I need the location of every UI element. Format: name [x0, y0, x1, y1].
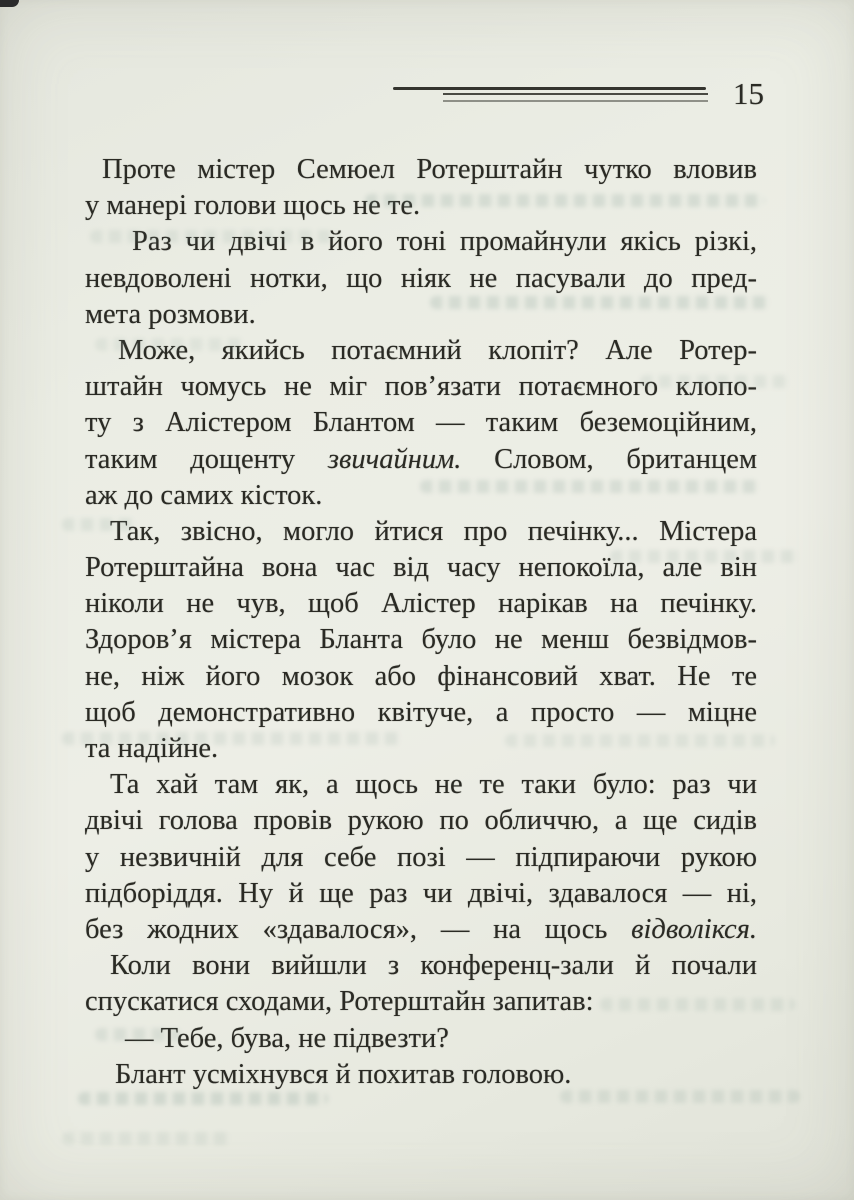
scan-edge-artifact: [0, 0, 19, 7]
bleed-through-artifact: [365, 194, 765, 207]
bleed-through-artifact: [62, 732, 402, 745]
text-line: невдоволені нотки, що ніяк не пасували до пред-: [85, 262, 757, 294]
bleed-through-artifact: [430, 296, 770, 309]
header-rule: [393, 87, 706, 90]
bleed-through-artifact: [62, 518, 137, 531]
page-number: 15: [733, 76, 764, 111]
bleed-through-artifact: [95, 1028, 180, 1041]
text-line: Так, звісно, могло йтися про печінку... Містера: [110, 515, 757, 547]
text-line: Проте містер Семюел Ротерштайн чутко вловив: [102, 154, 757, 185]
text-line: щоб демонстративно квітуче, а просто — міцне: [85, 696, 757, 728]
bleed-through-artifact: [560, 1090, 800, 1103]
italic-text-segment: відволікся.: [631, 913, 757, 945]
bleed-through-artifact: [610, 550, 800, 563]
text-line: Та хай там як, а щось не те таки було: раз чи: [110, 769, 757, 801]
text-line: мета розмови.: [85, 298, 256, 330]
bleed-through-artifact: [78, 1092, 328, 1105]
text-line: — Тебе, бува, не підвезти?: [125, 1022, 449, 1054]
text-line: Раз чи двічі в його тоні промайнули якісь різкі,: [132, 226, 757, 258]
text-line: Ротерштайна вона час від часу непокоїла, але він: [85, 552, 757, 584]
italic-text-segment: звичайним.: [327, 443, 462, 475]
text-line: не, ніж його мозок або фінансовий хват. Не те: [85, 660, 757, 692]
bleed-through-artifact: [640, 375, 790, 388]
text-segment: таким дощенту: [85, 443, 328, 475]
text-line: Блант усміхнувся й похитав головою.: [115, 1058, 572, 1090]
text-line: ніколи не чув, щоб Алістер нарікав на печінку.: [85, 588, 757, 620]
text-line: Коли вони вийшли з конференц-зали й почали: [110, 950, 757, 982]
text-line: Може, якийсь потаємний клопіт? Але Ротер-: [118, 334, 757, 366]
bleed-through-artifact: [95, 338, 245, 351]
text-segment: Словом, британцем: [461, 443, 757, 475]
text-line: аж до самих кісток.: [85, 479, 323, 511]
text-line: у незвичній для себе позі — підпираючи рукою: [85, 841, 757, 873]
text-line: двічі голова провів рукою по обличчю, а ще сидів: [85, 805, 757, 837]
bleed-through-artifact: [600, 998, 795, 1011]
bleed-through-artifact: [62, 1132, 232, 1145]
text-segment: без жодних «здавалося», — на щось: [85, 913, 632, 945]
text-line: підборіддя. Ну й ще раз чи двічі, здавалося — ні,: [85, 877, 757, 909]
text-line: штайн чомусь не міг пов’язати потаємного клопо-: [85, 371, 757, 403]
text-line: [85, 912, 757, 948]
bleed-through-artifact: [420, 480, 760, 493]
text-line: у манері голови щось не те.: [85, 190, 421, 222]
bleed-through-artifact: [505, 734, 775, 747]
text-line: ту з Алістером Блантом — таким беземоційним,: [85, 407, 757, 439]
header-double-rule: [443, 93, 708, 102]
bleed-through-artifact: [90, 230, 340, 243]
text-line: Здоров’я містера Бланта було не менш безвідмов-: [85, 624, 757, 656]
text-line: та надійне.: [85, 733, 219, 764]
text-line: спускатися сходами, Ротерштайн запитав:: [85, 986, 594, 1018]
page-text: [85, 152, 757, 1093]
text-line: [85, 442, 757, 478]
